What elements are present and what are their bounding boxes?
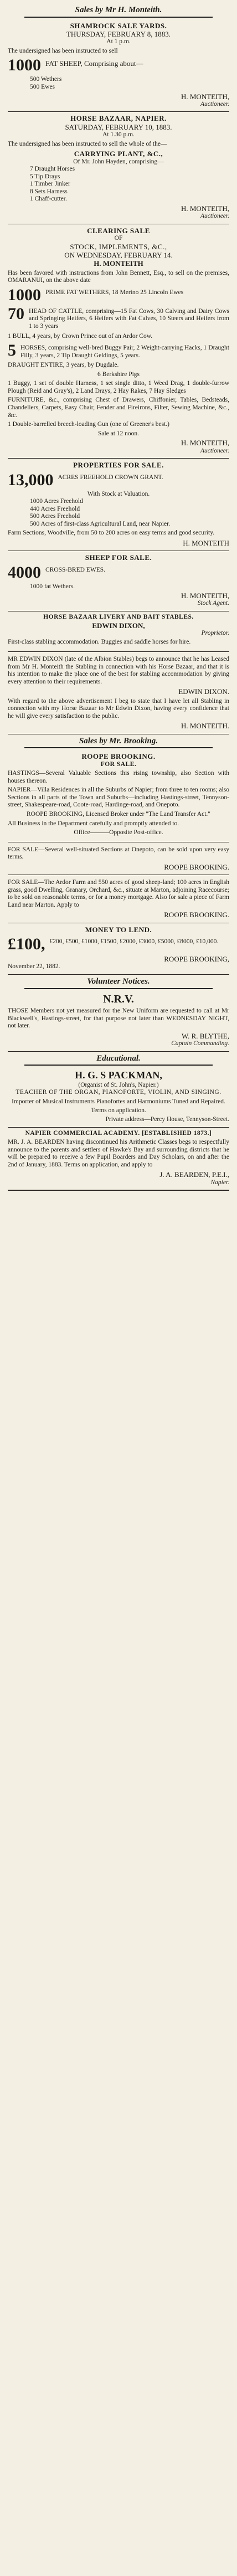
ad-date: November 22, 1882. (8, 963, 60, 970)
signature: H. MONTEITH. (181, 722, 229, 731)
lot-description: £200, £500, £1000, £1500, £2000, £3000, £5000, £8000, £10,000. (49, 938, 219, 945)
lot-number: 70 (8, 304, 24, 323)
ad-title: HORSE BAZAAR, NAPIER. (70, 114, 167, 123)
lot-description: FAT SHEEP, Comprising about— (45, 59, 143, 68)
ad-body: THOSE Members not yet measured for the New Uniform are requested to call at Mr Blackwell's, Hastings-street, for that purpose not later than WEDNESDAY NIGHT, not later. (8, 1007, 229, 1030)
ad-address: Private address—Percy House, Tennyson-Street. (105, 1115, 229, 1123)
signature-place: Napier. (210, 1179, 229, 1186)
ad-body: FOR SALE—The Ardor Farm and 550 acres of good sheep-land; 100 acres in English grass, good Dwelling, Granary, Orchard, &c., situate at Marton, adjoining Racecourse; to be sold on reasonable terms, or for a money mortgage. Also for sale a piece of Farm Land near Marton. Apply to (8, 879, 229, 908)
ad-body: MR. J. A. BEARDEN having discontinued his Arithmetic Classes begs to respectfully announce to the parents and settlers of Hawke's Bay and surrounding districts that he will be prepared to receive a few Pupil Boarders and Day Scholars, on and after the 2nd of January, 1883. Terms on application, and apply to (8, 1139, 229, 1168)
lot-gun: 1 Double-barrelled breech-loading Gun (one of Greener's best.) (8, 421, 170, 428)
proprietor: EDWIN DIXON, (92, 621, 145, 630)
lot-with: With Stock at Valuation. (87, 490, 150, 497)
lot-implements: 1 Buggy, 1 set of double Harness, 1 set single ditto, 1 Weed Drag, 1 double-furrow Plough (Reid and Gray's), 2 Land Drays, 2 Hay Rakes, 7 Hay Sledges (8, 380, 229, 394)
ad-nrv (8, 991, 229, 1052)
ad-time: At 1.30 p.m. (102, 131, 135, 138)
lot-description: CROSS-BRED EWES. (45, 566, 105, 573)
blank-area (8, 1191, 229, 2576)
lot-farm: Farm Sections, Woodville, from 50 to 200 acres on easy terms and good security. (8, 529, 215, 537)
proprietor-role: Proprietor. (201, 629, 229, 636)
lot-pigs: 6 Berkshire Pigs (97, 371, 140, 378)
ad-dixon (8, 652, 229, 734)
lot-number: £100, (8, 935, 45, 954)
divider (24, 988, 213, 989)
ad-subtitle: (Organist of St. John's, Napier.) (78, 1081, 159, 1088)
lot-item: 8 Sets Harness (30, 188, 68, 195)
lot-title: CARRYING PLANT, &C., (74, 150, 163, 158)
ad-title: CLEARING SALE (87, 226, 150, 235)
section-heading-brooking (8, 737, 229, 749)
signature: ROOPE BROOKING. (164, 862, 229, 871)
licensed-broker: ROOPE BROOKING, Licensed Broker under "The Land Transfer Act." (27, 811, 210, 817)
office-note: Office———Opposite Post-office. (74, 829, 163, 836)
lot-number: 1000 (8, 285, 41, 304)
signature: J. A. BEARDEN, P.E.I., (159, 1170, 229, 1179)
lot-item: 1000 Acres Freehold (30, 498, 83, 505)
section-heading-monteith (8, 6, 229, 18)
lot-description: HEAD OF CATTLE, comprising—15 Fat Cows, 30 Calving and Dairy Cows and Springing Heifers, 6 Heifers with Fat Calves, 10 Steers and Heifers from 1 to 3 years (29, 307, 229, 330)
ad-lead (8, 936, 229, 953)
ad-subtitle: OF (114, 235, 123, 242)
ad-money (8, 923, 229, 975)
lot-item: 500 Acres Freehold (30, 513, 80, 520)
ad-lead (8, 472, 229, 489)
section-heading-text: Sales by Mr H. Monteith. (75, 6, 162, 14)
section-heading-text: Volunteer Notices. (87, 976, 150, 986)
signature: ROOPE BROOKING. (164, 911, 229, 919)
section-heading-volunteer (8, 977, 229, 989)
listing-hastings: HASTINGS—Several Valuable Sections this rising township, also Section with houses thereon. (8, 770, 229, 784)
divider (24, 1065, 213, 1066)
ad-title: MONEY TO LEND. (85, 925, 152, 934)
lot-item: 5 Tip Drays (30, 173, 60, 180)
section-heading-text: Sales by Mr. Brooking. (79, 736, 158, 745)
ad-date: THURSDAY, FEBRUARY 8, 1883. (66, 30, 171, 39)
signature-role: Auctioneer. (200, 100, 229, 107)
ad-lead (8, 564, 229, 581)
ad-date: ON WEDNESDAY, FEBRUARY 14. (64, 251, 173, 260)
ad-title: SHAMROCK SALE YARDS. (70, 21, 167, 30)
signature-role: Stock Agent. (197, 600, 229, 607)
lot-furniture: FURNITURE, &c., comprising Chest of Drawers, Chiffonier, Tables, Bedsteads, Chandeliers, Carpets, Easy Chair, Fender and Fireirons, Filter, Sewing Machine, &c., &c. (8, 397, 229, 419)
ad-date: SATURDAY, FEBRUARY 10, 1883. (65, 122, 172, 131)
ad-teacher: TEACHER OF THE ORGAN, PIANOFORTE, VIOLIN, AND SINGING. (16, 1089, 221, 1096)
ad-body: FOR SALE—Several well-situated Sections at Onepoto, can be sold upon very easy terms. (8, 846, 229, 861)
ad-properties (8, 459, 229, 551)
ad-farm (8, 875, 229, 923)
divider (24, 17, 213, 18)
ad-importer: Importer of Musical Instruments Pianofortes and Harmoniums Tuned and Repaired. (12, 1098, 225, 1105)
signature-role: Auctioneer. (200, 447, 229, 454)
lot-number: 4000 (8, 563, 41, 582)
ad-lead (8, 287, 229, 304)
lot-entire: DRAUGHT ENTIRE, 3 years, by Dugdale. (8, 362, 119, 369)
ad-body: MR EDWIN DIXON (late of the Albion Stables) begs to announce that he has Leased from Mr H. Monteith the Stabling in connection with his Horse Bazaar, and that it is his intention to make the place one of the best for stabling accommodation by giving every attention to their requirements. (8, 656, 229, 685)
divider (24, 747, 213, 748)
ad-horse-bazaar (8, 112, 229, 224)
lot-description: HORSES, comprising well-bred Buggy Pair, 2 Weight-carrying Hacks, 1 Draught Filly, 3 years, 2 Tip Draught Geldings, 5 years. (20, 345, 229, 359)
lot-item: 500 Wethers (30, 76, 62, 83)
ad-onepoto (8, 842, 229, 875)
ad-time: Sale at 12 noon. (97, 430, 140, 437)
signature: H. MONTEITH, (181, 592, 229, 600)
signature: H. MONTEITH, (181, 92, 229, 101)
ad-sheep (8, 551, 229, 611)
lot-item: 440 Acres Freehold (30, 505, 80, 512)
lot-extra: 1000 fat Wethers. (30, 583, 75, 590)
ad-title: SHEEP FOR SALE. (85, 553, 152, 562)
lot-item: 1 Chaff-cutter. (30, 196, 67, 203)
signature: EDWIN DIXON. (178, 687, 229, 696)
ad-terms: Terms on application. (91, 1107, 146, 1114)
signature: ROOPE BROOKING, (164, 955, 229, 964)
ad-livery (8, 611, 229, 652)
lot-item: 500 Ewes (30, 84, 55, 91)
lot-description: PRIME FAT WETHERS, 18 Merino 25 Lincoln Ewes (45, 289, 184, 296)
ad-intro: The undersigned has been instructed to sell (8, 47, 118, 54)
section-heading-educational (8, 1054, 229, 1066)
listing-napier: NAPIER—Villa Residences in all the Suburbs of Napier; from three to ten rooms; also Sections in all parts of the Town and Suburbs—including Hastings-street, Tennyson-street, Shakespeare-road, Coote-road, Hardinge-road, and Onepoto. (8, 786, 229, 809)
signature-role: Captain Commanding. (171, 1040, 229, 1047)
lot-item: 1 Timber Jinker (30, 181, 70, 188)
ad-time: At 1 p.m. (106, 38, 131, 45)
lot-item: 7 Draught Horses (30, 166, 75, 173)
lot-description: ACRES FREEHOLD CROWN GRANT. (58, 474, 163, 481)
ad-intro: The undersigned has been instructed to sell the whole of the— (8, 140, 167, 147)
ad-title: HORSE BAZAAR LIVERY AND BAIT STABLES. (43, 614, 194, 620)
ad-lead (8, 57, 229, 74)
ad-body: First-class stabling accommodation. Buggies and saddle horses for hire. (8, 639, 191, 646)
ad-title: NAPIER COMMERCIAL ACADEMY. [ESTABLISHED 1873.] (25, 1129, 212, 1137)
ad-packman (8, 1067, 229, 1127)
lot-bull: 1 BULL, 4 years, by Crown Prince out of an Ardor Cow. (8, 332, 153, 340)
signature-role: Auctioneer. (200, 213, 229, 220)
lot-detail: Of Mr. John Hayden, comprising— (73, 158, 164, 165)
signature: H. MONTEITH, (181, 439, 229, 448)
ad-title: FOR SALE. (100, 760, 137, 768)
lot-item: 500 Acres of first-class Agricultural Land, near Napier. (30, 520, 171, 527)
lot-number: 5 (8, 341, 16, 360)
ad-clearing-sale (8, 224, 229, 459)
ad-auctioneer: H. MONTEITH (94, 259, 143, 268)
ad-shamrock-sale (8, 19, 229, 112)
lot-number: 1000 (8, 56, 41, 75)
ad-body: Has been favored with instructions from John Bennett, Esq., to sell on the premises, OMARANUI, on the above date (8, 269, 229, 284)
ad-lead (8, 306, 229, 331)
signature: H. MONTEITH, (181, 204, 229, 213)
ad-banner: ROOPE BROOKING. (81, 752, 156, 761)
ad-academy (8, 1128, 229, 1191)
signature: W. R. BLYTHE, (182, 1031, 229, 1040)
ad-brooking-for-sale (8, 750, 229, 842)
ad-title: N.R.V. (103, 993, 134, 1005)
ad-what: STOCK, IMPLEMENTS, &C., (70, 242, 167, 251)
ad-reference: With regard to the above advertisement I beg to state that I have let all Stabling in connection with my Horse Bazaar to Mr Edwin Dixon, having every confidence that he will give every satisfaction to the public. (8, 697, 229, 719)
ad-lead (8, 342, 229, 359)
section-heading-text: Educational. (96, 1053, 141, 1063)
lot-number: 13,000 (8, 470, 54, 489)
signature: H. MONTEITH (183, 538, 229, 547)
ad-title: H. G. S PACKMAN, (75, 1070, 162, 1081)
ad-title: PROPERTIES FOR SALE. (73, 461, 164, 470)
business-note: All Business in the Department carefully and promptly attended to. (8, 820, 179, 827)
